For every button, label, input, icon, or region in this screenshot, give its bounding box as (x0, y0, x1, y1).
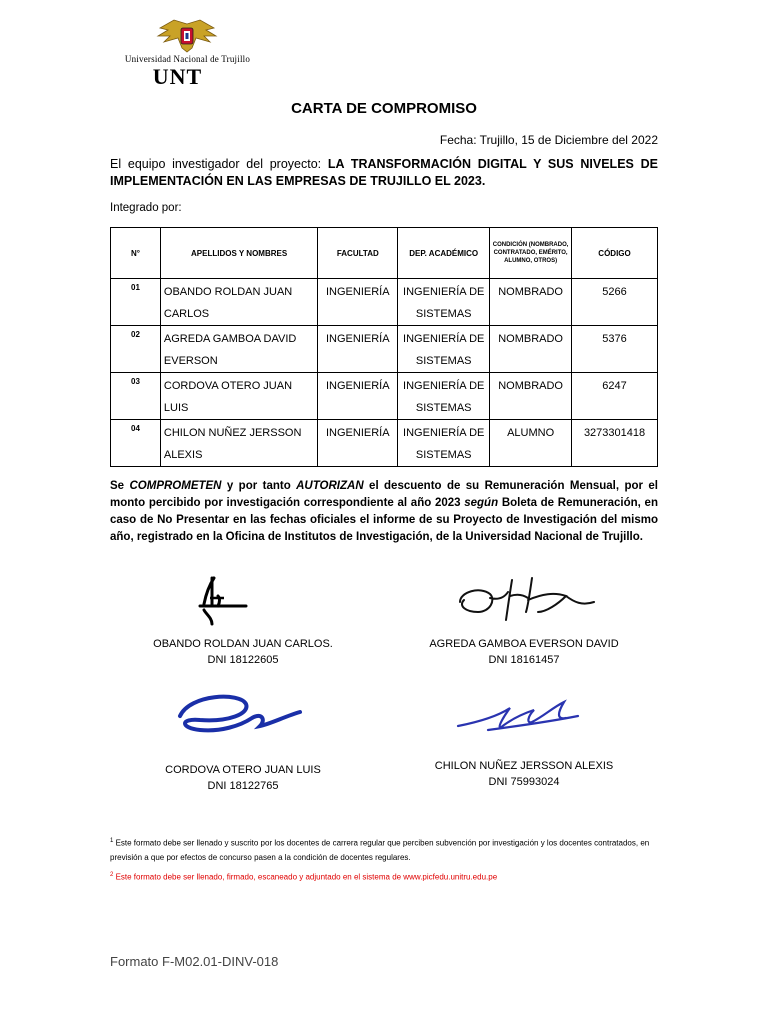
university-name: Universidad Nacional de Trujillo (124, 54, 251, 64)
signature-4-image (448, 686, 598, 746)
footnote-1 (110, 834, 658, 865)
university-abbr: UNT (152, 64, 203, 89)
signer-name: OBANDO ROLDAN JUAN CARLOS. (153, 638, 333, 650)
commitment-emphasis: AUTORIZAN (296, 480, 364, 492)
footnote-1-text: Este formato debe ser llenado y suscrito por los docentes de carrera regular que perciben subvención por investigación y los docentes contratados, en previsión a que por efectos de concurso pasen a la condición de docentes regulares. (110, 838, 650, 862)
signer-dni: DNI 75993024 (488, 776, 560, 788)
header-num: N° (111, 228, 161, 279)
cell-department: INGENIERÍA DE SISTEMAS (398, 279, 490, 326)
cell-num: 02 (111, 326, 161, 373)
cell-faculty: INGENIERÍA (318, 373, 398, 420)
cell-name: OBANDO ROLDAN JUAN CARLOS (160, 279, 317, 326)
commitment-text: Se (110, 480, 125, 492)
members-table (110, 227, 658, 467)
signature-1-image (190, 574, 260, 634)
intro-paragraph (110, 156, 658, 190)
signature-3-image (170, 686, 310, 746)
header-department: DEP. ACADÉMICO (398, 228, 490, 279)
cell-num: 01 (111, 279, 161, 326)
cell-code: 6247 (572, 373, 658, 420)
eagle-crest-icon (152, 18, 222, 56)
university-logo (110, 18, 265, 88)
cell-num: 03 (111, 373, 161, 420)
integrado-label: Integrado por: (110, 202, 182, 214)
signature-3-block (113, 762, 373, 794)
table-row (111, 373, 658, 420)
signer-dni: DNI 18161457 (488, 654, 560, 666)
table-row (111, 279, 658, 326)
signature-4-block (394, 758, 654, 790)
signature-1-block (113, 636, 373, 668)
date-line: Fecha: Trujillo, 15 de Diciembre del 2022 (439, 133, 658, 147)
cell-num: 04 (111, 420, 161, 467)
footnote-2-text: Este formato debe ser llenado, firmado, escaneado y adjuntado en el sistema de www.picfedu.unitru.edu.pe (115, 872, 498, 882)
signer-dni: DNI 18122605 (207, 654, 279, 666)
signer-name: CHILON NUÑEZ JERSSON ALEXIS (434, 760, 614, 772)
footnote-2-mark: 2 (110, 872, 114, 878)
header-faculty: FACULTAD (318, 228, 398, 279)
format-code: Formato F-M02.01-DINV-018 (110, 954, 279, 969)
commitment-text: y por tanto (226, 480, 291, 492)
document-title: CARTA DE COMPROMISO (291, 100, 477, 117)
header-name: APELLIDOS Y NOMBRES (160, 228, 317, 279)
signer-name: AGREDA GAMBOA EVERSON DAVID (429, 638, 619, 650)
cell-code: 5266 (572, 279, 658, 326)
cell-code: 3273301418 (572, 420, 658, 467)
commitment-emphasis: COMPROMETEN (129, 480, 222, 492)
cell-name: CHILON NUÑEZ JERSSON ALEXIS (160, 420, 317, 467)
footnote-2 (110, 868, 658, 885)
cell-name: AGREDA GAMBOA DAVID EVERSON (160, 326, 317, 373)
cell-condition: NOMBRADO (490, 326, 572, 373)
commitment-text: Boleta de Remuneración, en caso de No Presentar en las fechas oficiales el informe de su Proyecto de Investigación del mismo año, registrado en la Oficina de Institutos de Investigación, de la Universidad Nacional de Trujillo. (110, 497, 658, 543)
signer-name: CORDOVA OTERO JUAN LUIS (165, 764, 321, 776)
cell-condition: NOMBRADO (490, 279, 572, 326)
intro-prefix: El equipo investigador del proyecto: (110, 157, 322, 171)
cell-department: INGENIERÍA DE SISTEMAS (398, 373, 490, 420)
table-row (111, 326, 658, 373)
cell-name: CORDOVA OTERO JUAN LUIS (160, 373, 317, 420)
cell-department: INGENIERÍA DE SISTEMAS (398, 326, 490, 373)
header-condition: CONDICIÓN (NOMBRADO, CONTRATADO, EMÉRITO, ALUMNO, OTROS) (490, 228, 572, 279)
table-header-row (111, 228, 658, 279)
cell-faculty: INGENIERÍA (318, 279, 398, 326)
commitment-text: el descuento de su Remuneración Mensual, por el monto percibido por investigación correspondiente al año 2023 (110, 480, 658, 509)
table-row (111, 420, 658, 467)
cell-faculty: INGENIERÍA (318, 326, 398, 373)
cell-code: 5376 (572, 326, 658, 373)
cell-faculty: INGENIERÍA (318, 420, 398, 467)
project-title: LA TRANSFORMACIÓN DIGITAL Y SUS NIVELES DE IMPLEMENTACIÓN EN LAS EMPRESAS DE TRUJILLO EL 2023. (110, 157, 658, 188)
cell-condition: ALUMNO (490, 420, 572, 467)
footnote-1-mark: 1 (110, 838, 114, 844)
signature-2-image (450, 572, 610, 632)
signer-dni: DNI 18122765 (207, 780, 279, 792)
commitment-emphasis: según (464, 497, 499, 509)
signature-2-block (394, 636, 654, 668)
header-code: CÓDIGO (572, 228, 658, 279)
cell-condition: NOMBRADO (490, 373, 572, 420)
commitment-paragraph (110, 478, 658, 546)
cell-department: INGENIERÍA DE SISTEMAS (398, 420, 490, 467)
